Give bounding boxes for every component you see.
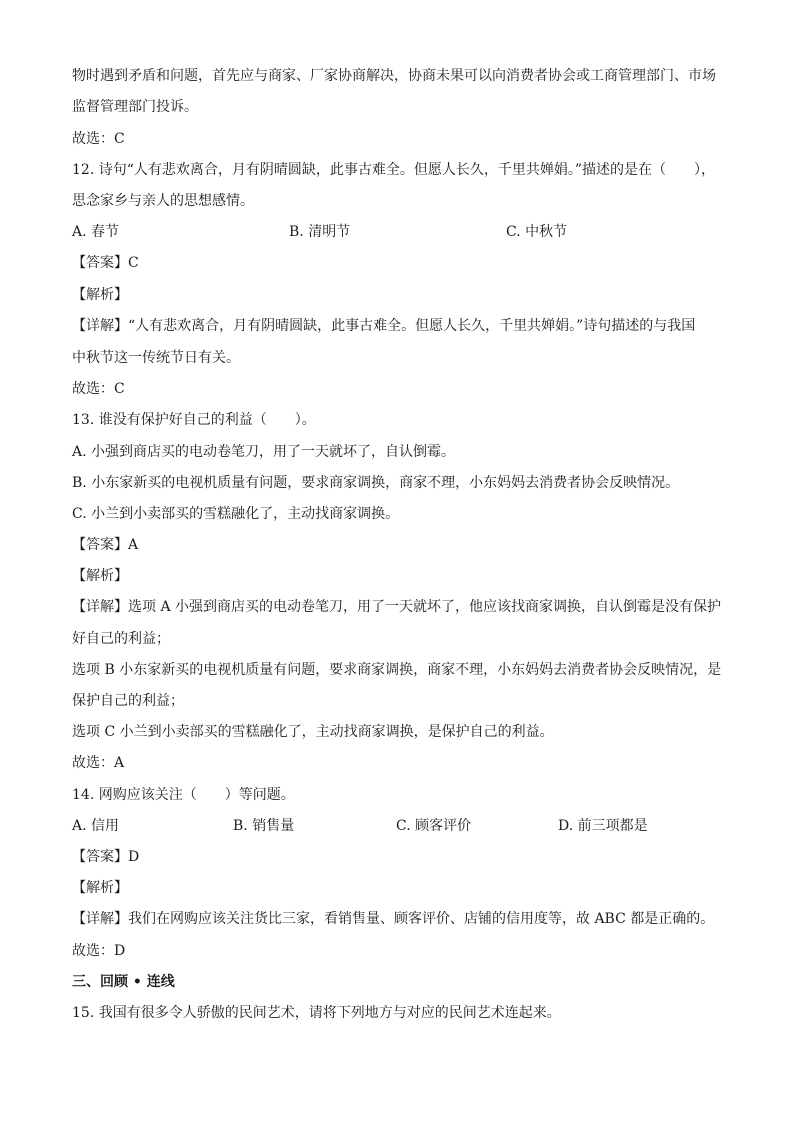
q13-choice: 故选：A [72, 755, 125, 771]
q13-option-b: B. 小东家新买的电视机质量有问题，要求商家调换，商家不理，小东妈妈去消费者协会反映情况。 [72, 475, 680, 491]
q13-answer: 【答案】A [72, 537, 139, 553]
q12-choice: 故选：C [72, 381, 125, 397]
q13-detail-line-5: 选项 C 小兰到小卖部买的雪糕融化了，主动找商家调换，是保护自己的利益。 [72, 724, 554, 740]
q14-option-a: A. 信用 [72, 818, 120, 834]
q12-analysis-heading: 【解析】 [72, 287, 128, 303]
q13-detail-line-2: 好自己的利益； [72, 631, 170, 647]
intro-line-1: 物时遇到矛盾和问题，首先应与商家、厂家协商解决，协商未果可以向消费者协会或工商管理部门、市场 [72, 68, 716, 84]
q12-option-b: B. 清明节 [289, 224, 351, 240]
section-3-title: 三、回顾 • 连线 [72, 974, 175, 990]
q13-analysis-heading: 【解析】 [72, 568, 128, 584]
q14-stem: 14. 网购应该关注（ ）等问题。 [72, 787, 295, 803]
intro-line-2: 监督管理部门投诉。 [72, 99, 198, 115]
q12-answer: 【答案】C [72, 255, 139, 271]
q15-stem: 15. 我国有很多令人骄傲的民间艺术，请将下列地方与对应的民间艺术连起来。 [72, 1005, 561, 1021]
q11-choice: 故选：C [72, 131, 125, 147]
q13-option-a: A. 小强到商店买的电动卷笔刀，用了一天就坏了，自认倒霉。 [72, 444, 456, 460]
q14-option-c: C. 顾客评价 [396, 818, 472, 834]
q13-detail-line-1: 【详解】选项 A 小强到商店买的电动卷笔刀，用了一天就坏了，他应该找商家调换，自认倒霉是没有保护 [72, 599, 722, 615]
q12-detail-line-1: 【详解】“人有悲欢离合，月有阴晴圆缺，此事古难全。但愿人长久，千里共婵娟。”诗句描述的与我国 [72, 318, 696, 334]
q12-stem-line-2: 思念家乡与亲人的思想感情。 [72, 193, 254, 209]
q14-choice: 故选：D [72, 943, 126, 959]
q12-option-a: A. 春节 [72, 224, 120, 240]
q13-detail-line-4: 保护自己的利益； [72, 693, 184, 709]
q14-answer: 【答案】D [72, 849, 140, 865]
q14-analysis-heading: 【解析】 [72, 880, 128, 896]
q13-stem: 13. 谁没有保护好自己的利益（ ）。 [72, 412, 316, 428]
q14-detail: 【详解】我们在网购应该关注货比三家，看销售量、顾客评价、店铺的信用度等，故 ABC 都是正确的。 [72, 911, 715, 927]
q12-option-c: C. 中秋节 [506, 224, 568, 240]
q14-option-b: B. 销售量 [233, 818, 295, 834]
q13-detail-line-3: 选项 B 小东家新买的电视机质量有问题，要求商家调换，商家不理，小东妈妈去消费者协会反映情况，是 [72, 662, 722, 678]
q13-option-c: C. 小兰到小卖部买的雪糕融化了，主动找商家调换。 [72, 506, 400, 522]
q14-option-d: D. 前三项都是 [558, 818, 648, 834]
q12-detail-line-2: 中秋节这一传统节日有关。 [72, 350, 240, 366]
q12-stem-line-1: 12. 诗句“人有悲欢离合，月有阴晴圆缺，此事古难全。但愿人长久，千里共婵娟。”描述的是在（ ）， [72, 162, 716, 178]
